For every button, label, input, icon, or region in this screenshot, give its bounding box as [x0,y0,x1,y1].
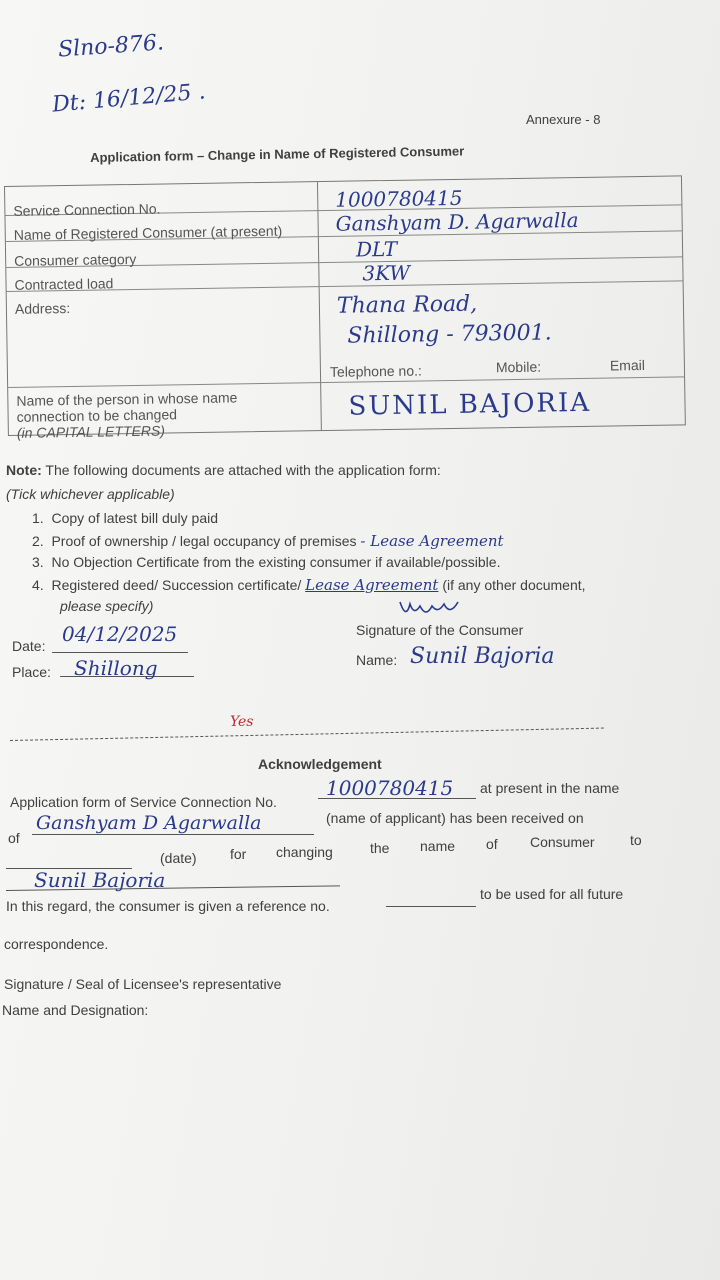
name-value: Sunil Bajoria [410,644,555,669]
place-label: Place: [12,664,51,680]
ack-line-1b: at present in the name [480,780,620,796]
address-line-2: Shillong - 793001. [347,320,552,349]
item-text: Registered deed/ Succession certificate/ [51,577,302,593]
address-line-1: Thana Road, [336,291,478,319]
ack-line-5b: to be used for all future [480,886,624,902]
handwritten-date: Dt: 16/12/25 . [51,79,207,118]
ack-line-5: In this regard, the consumer is given a reference no. [6,898,330,914]
ack-line-2b: (name of applicant) has been received on [326,810,584,826]
address-label: Address: [14,299,71,317]
registered-consumer-value: Ganshyam D. Agarwalla [335,207,579,236]
item-number: 1. [32,510,44,526]
item-handwritten: Lease Agreement [305,576,439,594]
table-divider [317,182,322,430]
red-scribble: Yes [230,714,254,730]
item-number: 4. [32,577,44,593]
name-label: Name: [356,652,398,668]
consumer-category-label: Consumer category [14,250,137,269]
ack-word: the [370,840,390,856]
cut-line [10,728,604,741]
item-number: 2. [32,533,44,549]
service-connection-value: 1000780415 [335,185,463,212]
ack-word: name [420,838,456,854]
signature-scribble-icon [396,596,466,624]
item-text: Proof of ownership / legal occupancy of premises [51,533,357,549]
note-title: Note: [6,462,42,478]
date-label: Date: [12,638,46,654]
item-text-after: (if any other document, [442,577,586,593]
consumer-details-table [4,175,686,441]
service-connection-label: Service Connection No. [13,200,161,219]
name-designation-label: Name and Designation: [2,1002,149,1018]
date-value: 04/12/2025 [62,622,178,646]
list-item [32,554,500,570]
new-name-label: (in CAPITAL LETTERS) [16,422,166,441]
place-value: Shillong [74,656,158,680]
new-name-label: connection to be changed [16,406,178,425]
ack-word: for [230,846,247,862]
ack-line-1: Application form of Service Connection No. [10,794,277,810]
telephone-label: Telephone no.: [329,362,422,380]
serial-number: Slno-876. [57,30,165,63]
contracted-load-value: 3KW [362,260,411,286]
applicant-underline [32,834,314,835]
item-number: 3. [32,554,44,570]
annexure-label: Annexure - 8 [526,112,601,127]
list-item [32,576,586,594]
item-text: Copy of latest bill duly paid [51,510,219,526]
email-label: Email [609,356,646,374]
note-line [6,462,441,478]
registered-consumer-label: Name of Registered Consumer (at present) [13,222,283,243]
ack-word: of [486,836,498,852]
reference-underline [386,906,476,907]
ack-connection-value: 1000780415 [326,776,454,800]
signature-label: Signature of the Consumer [356,622,524,638]
list-item [32,510,218,526]
contracted-load-label: Contracted load [14,275,114,293]
ack-date: (date) [160,850,197,866]
consumer-category-value: DLT [355,236,398,262]
item-text: No Objection Certificate from the existing consumer if available/possible. [51,554,501,570]
ack-word: Consumer [530,834,595,850]
new-name-label: Name of the person in whose name [16,389,238,409]
list-item [32,532,504,550]
ack-title: Acknowledgement [258,756,382,772]
new-name-value: SUNIL BAJORIA [348,387,592,422]
item-continuation: please specify) [60,598,154,614]
ack-of: of [8,830,20,846]
item-handwritten: - Lease Agreement [360,532,504,550]
ack-word: changing [276,844,333,860]
ack-new-consumer-value: Sunil Bajoria [34,868,166,892]
licensee-signature-label: Signature / Seal of Licensee's representative [4,976,282,992]
note-intro: The following documents are attached with the application form: [45,462,441,478]
ack-line-6: correspondence. [4,936,109,952]
ack-applicant-value: Ganshyam D Agarwalla [36,812,262,834]
date-underline [52,652,188,653]
ack-word: to [630,832,642,848]
form-title: Application form – Change in Name of Registered Consumer [90,143,465,165]
mobile-label: Mobile: [495,358,542,376]
tick-instruction: (Tick whichever applicable) [6,486,175,502]
